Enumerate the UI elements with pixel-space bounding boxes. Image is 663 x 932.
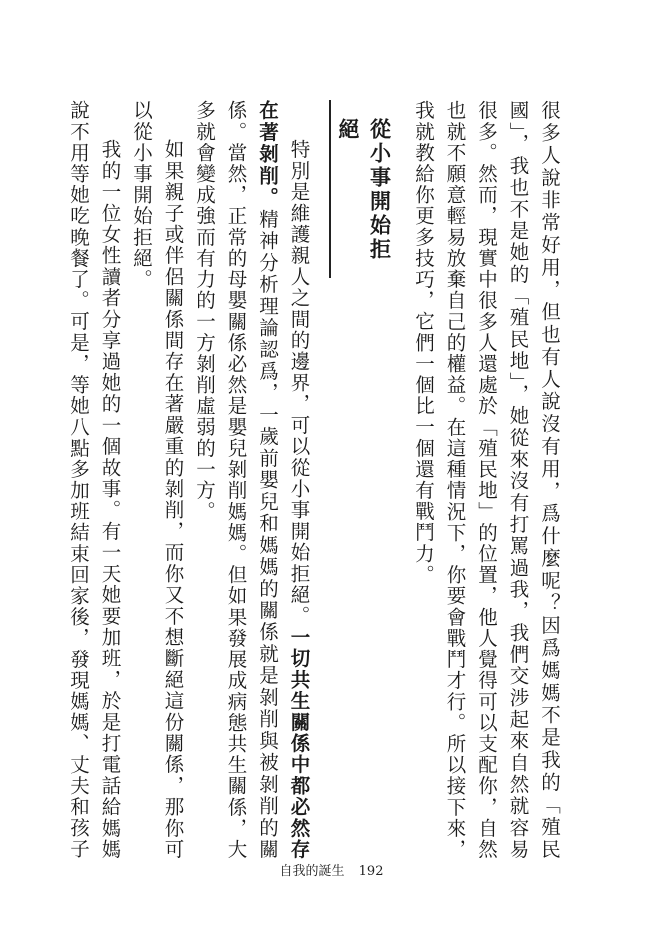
paragraph-4: 我的一位女性讀者分享過她的一個故事。有一天她要加班，於是打電話給媽媽說不用等她吃晚餐了。可是，等她八點多加班結束回家後，發現媽媽、丈夫和孩子 bbox=[67, 100, 122, 860]
paragraph-1: 很多人說非常好用，但也有人說沒有用，爲什麼呢？因爲媽媽不是我的「殖民國」，我也不是她的「殖民地」，她從來沒有打罵過我，我們交涉起來自然就容易很多。然而，現實中很多人還處於「殖民地」的位置，他人覺得可以支配你，自然也就不願意輕易放棄自己的權益。在這種情況下，你要會戰鬥才行。所以接下來，我就教給你更多技巧，它們一個比一個還有戰鬥力。 bbox=[412, 100, 561, 860]
section-heading: 從小事開始拒絕 bbox=[329, 100, 396, 278]
book-title: 自我的誕生 bbox=[279, 864, 345, 879]
paragraph-3: 如果親子或伴侶關係間存在著嚴重的剝削，而你又不想斷絕這份關係，那你可以從小事開始拒絕。 bbox=[130, 100, 185, 860]
page-footer bbox=[0, 860, 663, 879]
vertical-text-body bbox=[67, 100, 565, 861]
paragraph-2-rest: 精神分析理論認爲，一歲前嬰兒和媽媽的關係就是剝削與被剝削的關係。當然，正常的母嬰關係必然是嬰兒剝削媽媽。但如果發展成病態共生關係，大多就會變成強而有力的一方剝削虛弱的一方。 bbox=[193, 100, 279, 861]
paragraph-2-bold-sentence: 一切共生關係中都必然存在著剝削。 bbox=[256, 100, 311, 860]
paragraph-2 bbox=[189, 100, 315, 860]
paragraph-2-lead: 特別是維護親人之間的邊界，可以從小事開始拒絕。 bbox=[287, 139, 311, 627]
page-number: 192 bbox=[358, 864, 384, 879]
